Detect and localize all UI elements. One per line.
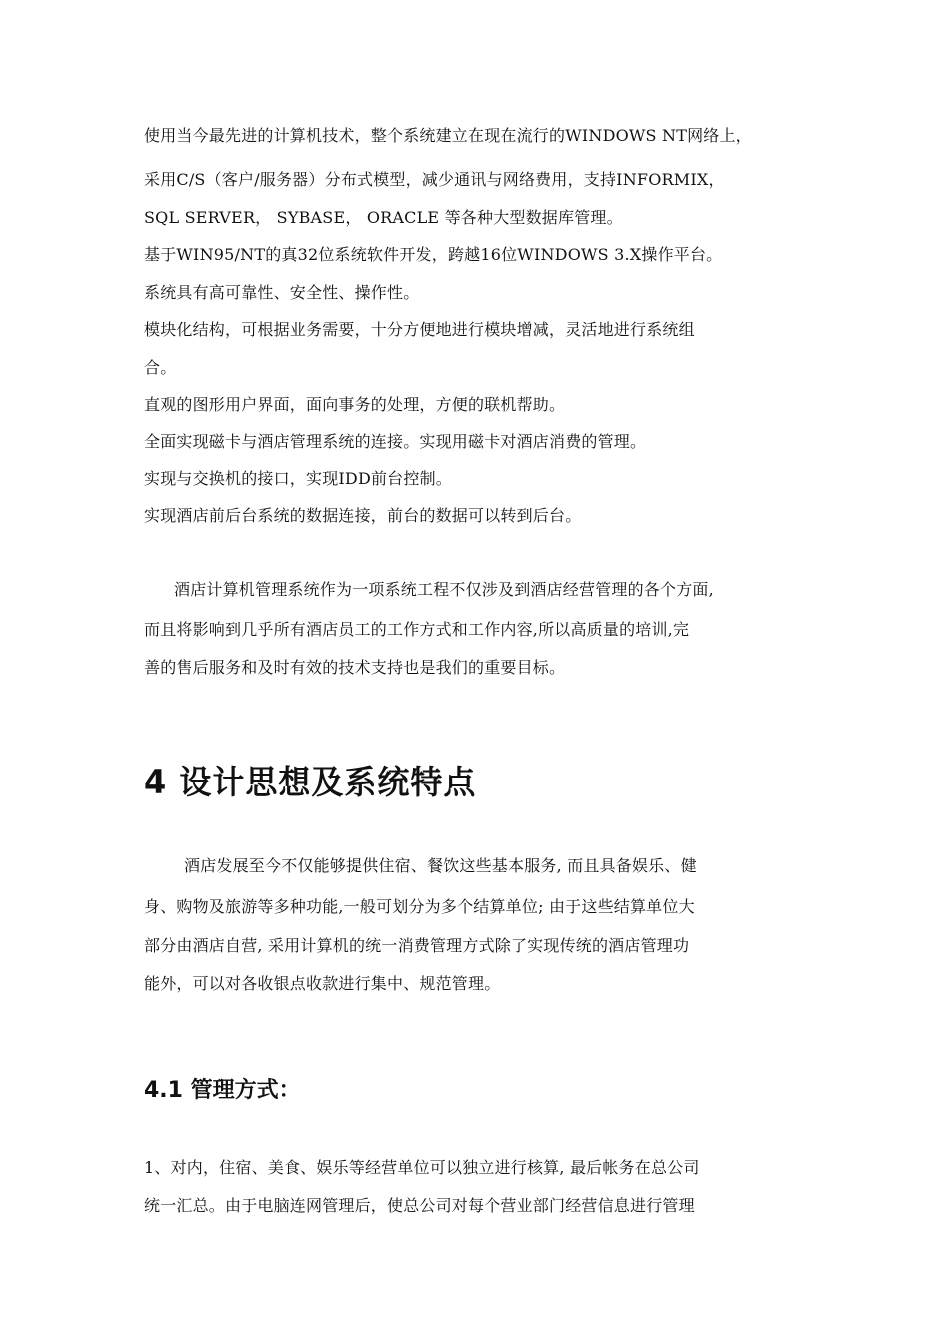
goal-paragraph-line: 酒店计算机管理系统作为一项系统工程不仅涉及到酒店经营管理的各个方面, (174, 580, 714, 599)
section-heading: 4 设计思想及系统特点 (144, 763, 477, 801)
feature-line: 模块化结构，可根据业务需要，十分方便地进行模块增减，灵活地进行系统组 (144, 320, 695, 339)
feature-line: 合。 (144, 358, 177, 377)
feature-line: 系统具有高可靠性、安全性、操作性。 (144, 283, 420, 302)
feature-line: 实现酒店前后台系统的数据连接，前台的数据可以转到后台。 (144, 506, 582, 525)
feature-line: 直观的图形用户界面，面向事务的处理，方便的联机帮助。 (144, 395, 566, 414)
feature-line: SQL SERVER， SYBASE， ORACLE 等各种大型数据库管理。 (144, 208, 623, 227)
feature-line: 全面实现磁卡与酒店管理系统的连接。实现用磁卡对酒店消费的管理。 (144, 432, 647, 451)
feature-line: 基于WIN95/NT的真32位系统软件开发，跨越16位WINDOWS 3.X操作平台。 (144, 245, 723, 264)
feature-line: 采用C/S（客户/服务器）分布式模型，减少通讯与网络费用，支持INFORMIX， (144, 170, 725, 189)
goal-paragraph-line: 而且将影响到几乎所有酒店员工的工作方式和工作内容,所以高质量的培训,完 (144, 620, 690, 639)
feature-line: 实现与交换机的接口，实现IDD前台控制。 (144, 469, 452, 488)
subsection-heading: 4.1 管理方式： (144, 1078, 301, 1103)
subsection-paragraph-line: 统一汇总。由于电脑连网管理后，使总公司对每个营业部门经营信息进行管理 (144, 1196, 695, 1215)
subsection-paragraph-line: 1、对内，住宿、美食、娱乐等经营单位可以独立进行核算, 最后帐务在总公司 (144, 1158, 700, 1177)
section-paragraph-line: 部分由酒店自营, 采用计算机的统一消费管理方式除了实现传统的酒店管理功 (144, 936, 690, 955)
section-paragraph-line: 酒店发展至今不仅能够提供住宿、餐饮这些基本服务, 而且具备娱乐、健 (184, 856, 697, 875)
feature-line: 使用当今最先进的计算机技术，整个系统建立在现在流行的WINDOWS NT网络上， (144, 126, 752, 145)
goal-paragraph-line: 善的售后服务和及时有效的技术支持也是我们的重要目标。 (144, 658, 566, 677)
section-paragraph-line: 身、购物及旅游等多种功能,一般可划分为多个结算单位; 由于这些结算单位大 (144, 897, 695, 916)
section-paragraph-line: 能外，可以对各收银点收款进行集中、规范管理。 (144, 974, 501, 993)
